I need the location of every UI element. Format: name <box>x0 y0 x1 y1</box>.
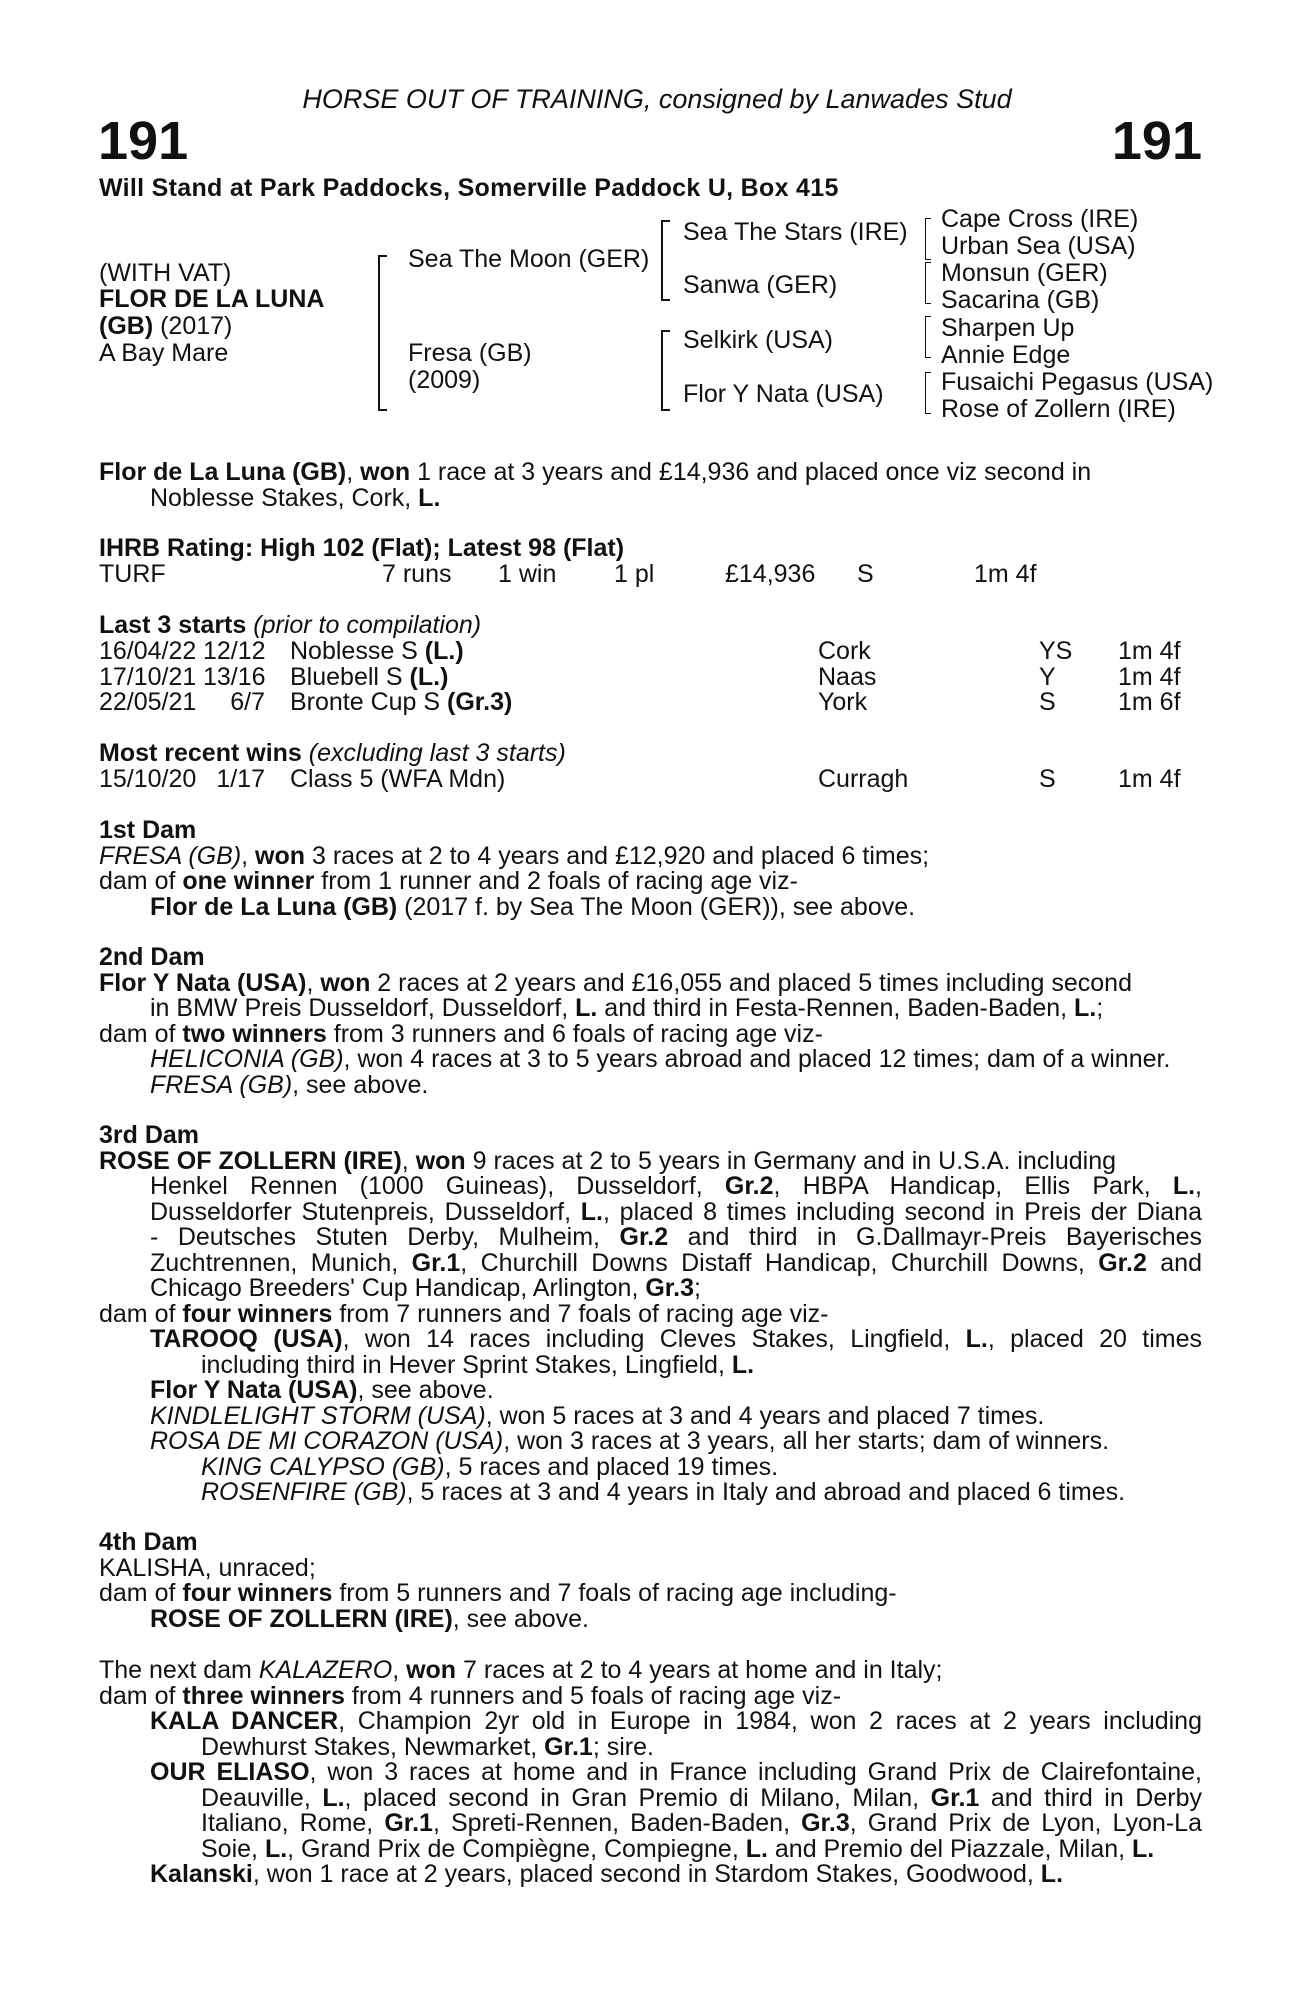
horse-name: FLOR DE LA LUNA <box>99 285 325 313</box>
pedigree-granddam-2: Flor Y Nata (USA) <box>683 380 884 408</box>
race-grade: Gr.1 <box>384 1809 433 1837</box>
last-starts-title: Last 3 starts <box>99 611 247 639</box>
text: from 5 runners and 7 foals of racing age including- <box>332 1579 897 1607</box>
text: ; <box>694 1274 701 1302</box>
race-grade: Gr.2 <box>1098 1248 1147 1277</box>
produce-record: , won 14 races including Cleves Stakes, Lingfield, <box>342 1325 966 1353</box>
lot-number-right: 191 <box>1111 111 1202 171</box>
first-dam-record: 3 races at 2 to 4 years and £12,920 and placed 6 times; <box>305 841 930 870</box>
text: in BMW Preis Dusseldorf, Dusseldorf, <box>150 994 576 1022</box>
produce-name: Flor de La Luna (GB) <box>150 892 398 921</box>
text: Zuchtrennen, Munich, <box>150 1248 412 1277</box>
pedigree-brace-g1 <box>925 218 931 260</box>
pedigree-dam: Fresa (GB) <box>408 339 532 367</box>
race-grade: Gr.3 <box>801 1809 850 1837</box>
produce-name: Flor Y Nata (USA) <box>150 1376 358 1404</box>
text: , placed 8 times including second in Preis der Diana <box>603 1197 1202 1226</box>
start-race-name: Bluebell S <box>290 663 410 691</box>
horse-origin: (GB) <box>99 312 154 340</box>
produce-record: , 5 races and placed 19 times. <box>444 1452 779 1481</box>
produce-name: TAROOQ (USA) <box>150 1325 343 1353</box>
last-starts-heading <box>99 613 481 639</box>
pedigree-brace-g2 <box>925 262 931 304</box>
produce-record: , see above. <box>292 1070 429 1099</box>
text: , placed second in Gran Premio di Milano, Milan, <box>344 1783 931 1812</box>
pedigree-ggs-1: Cape Cross (IRE) <box>941 205 1139 233</box>
produce-name: ROSA DE MI CORAZON (USA) <box>150 1427 504 1455</box>
produce-record: , won 4 races at 3 to 5 years abroad and placed 12 times; dam of a winner. <box>343 1045 1171 1073</box>
win-position: 1/17 <box>216 765 265 793</box>
rating-earnings: £14,936 <box>725 560 816 588</box>
second-dam-section: 2nd Dam Flor Y Nata (USA), won 2 races at 2 years and £16,055 and placed 5 times including second in BMW Preis Dusseldorf, Dusseldorf, L. and third in Festa-Rennen, Baden-Baden, L.; dam of two winners from 3 runners and 6 foals of racing age viz- HELICONIA (GB), won 4 races at 3 to 5 years abroad and placed 12 times; dam of a winner. FRESA (GB), see above. <box>99 945 1202 1098</box>
produce-record: including third in Hever Sprint Stakes, Lingfield, <box>201 1350 732 1379</box>
start-course: York <box>818 688 868 716</box>
third-dam-section: 3rd Dam ROSE OF ZOLLERN (IRE), won 9 races at 2 to 5 years in Germany and in U.S.A. including Henkel Rennen (1000 Guineas), Dusseldorf, Gr.2, HBPA Handicap, Ellis Park, L., Dusseldorfer Stutenpreis, Dusseldorf, L., placed 8 times including second in Preis der Diana - Deutsches Stuten Derby, Mulheim, Gr.2 and third in G.Dallmayr-Preis Bayerisches Zuchtrennen, Munich, Gr.1, Churchill Downs Distaff Handicap, Churchill Downs, Gr.2 and Chicago Breeders' Cup Handicap, Arlington, Gr.3; dam of four winners from 7 runners and 7 foals of racing age viz- TAROOQ (USA), won 14 races including Cleves Stakes, Lingfield, L., placed 20 times including third in Hever Sprint Stakes, Lingfield, L. Flor Y Nata (USA), see above. KINDLELIGHT STORM (USA), won 5 races at 3 and 4 years and placed 7 times. ROSA DE MI CORAZON (USA), won 3 races at 3 years, all her starts; dam of winners. KING CALYPSO (GB), 5 races and placed 19 times. ROSENFIRE (GB), 5 races at 3 and 4 years in Italy and abroad and placed 6 times. <box>99 1121 1203 1506</box>
first-dam-name: FRESA (GB) <box>99 841 242 870</box>
next-dam-name: KALAZERO <box>258 1656 393 1684</box>
won-label: won <box>320 968 371 997</box>
start-course: Cork <box>818 637 871 665</box>
last-starts-note: (prior to compilation) <box>253 611 482 639</box>
text: Soie, <box>201 1834 265 1863</box>
text: Dusseldorfer Stutenpreis, Dusseldorf, <box>150 1197 581 1226</box>
text: , Grand Prix de Compiègne, Compiegne, <box>287 1834 746 1863</box>
produce-name: KING CALYPSO (GB) <box>201 1452 445 1481</box>
produce-record: , placed 20 times <box>987 1325 1203 1353</box>
pedigree-brace-sire <box>661 220 670 301</box>
horse-year: (2017) <box>160 312 233 340</box>
start-date: 17/10/21 <box>99 663 197 691</box>
race-grade: Gr.1 <box>544 1732 593 1761</box>
start-race-grade: (Gr.3) <box>447 688 513 716</box>
start-distance: 1m 4f <box>1118 663 1181 691</box>
text: from 7 runners and 7 foals of racing age viz- <box>332 1299 829 1328</box>
fourth-dam-title: 4th Dam <box>99 1528 198 1556</box>
race-grade: Gr.1 <box>930 1783 980 1812</box>
third-dam-title: 3rd Dam <box>99 1121 200 1149</box>
lot-number-left: 191 <box>98 111 189 171</box>
third-dam-record: 9 races at 2 to 5 years in Germany and in U.S.A. including <box>465 1146 1117 1175</box>
horse-description: A Bay Mare <box>99 339 229 367</box>
winners-count: four winners <box>182 1579 333 1607</box>
next-dam-section <box>99 1658 1202 1888</box>
pedigree-grandsire-2: Selkirk (USA) <box>683 326 834 354</box>
produce-name: ROSENFIRE (GB) <box>201 1478 407 1506</box>
winners-count: two winners <box>182 1019 327 1048</box>
win-course: Curragh <box>818 765 909 793</box>
produce-name: OUR ELIASO <box>150 1758 310 1786</box>
text: , <box>1195 1172 1202 1200</box>
rating-distance: 1m 4f <box>974 560 1037 588</box>
summary-text-2: Noblesse Stakes, Cork, <box>150 483 419 512</box>
rating-title: IHRB Rating: High 102 (Flat); Latest 98 (Flat) <box>99 534 625 562</box>
race-grade: L. <box>1040 1860 1064 1888</box>
pedigree-granddam-1: Sanwa (GER) <box>683 271 838 299</box>
third-dam-name: ROSE OF ZOLLERN (IRE) <box>99 1146 402 1175</box>
start-race-name: Noblesse S <box>290 637 425 665</box>
produce-record: , won 3 races at 3 years, all her starts; dam of winners. <box>503 1427 1110 1455</box>
produce-name: HELICONIA (GB) <box>150 1045 344 1073</box>
text: dam of <box>99 1019 183 1048</box>
text: ; <box>1096 994 1104 1022</box>
text: Henkel Rennen (1000 Guineas), Dusseldorf, <box>150 1172 725 1200</box>
pedigree-brace-g4 <box>925 372 931 414</box>
win-going: S <box>1039 765 1056 793</box>
win-date: 15/10/20 <box>99 765 197 793</box>
text: from 4 runners and 5 foals of racing age viz- <box>344 1681 842 1710</box>
win-distance: 1m 4f <box>1118 765 1181 793</box>
recent-wins-title: Most recent wins <box>99 739 302 767</box>
pedigree-ggs-5: Sharpen Up <box>941 314 1075 342</box>
text: and <box>1146 1248 1202 1277</box>
pedigree-ggs-2: Urban Sea (USA) <box>941 232 1136 260</box>
start-distance: 1m 4f <box>1118 637 1181 665</box>
text: ; sire. <box>592 1732 654 1761</box>
race-grade: L. <box>575 994 598 1022</box>
race-grade: L. <box>1074 994 1097 1022</box>
text: , Grand Prix de Lyon, Lyon-La <box>849 1809 1202 1837</box>
text: and third in Derby <box>979 1783 1202 1812</box>
second-dam-name: Flor Y Nata (USA) <box>99 968 307 997</box>
first-dam-section: 1st Dam FRESA (GB), won 3 races at 2 to 4 years and £12,920 and placed 6 times; dam of one winner from 1 runner and 2 foals of racing age viz- Flor de La Luna (GB) (2017 f. by Sea The Moon (GER)), see above. <box>99 818 1202 920</box>
text: Deauville, <box>201 1783 323 1812</box>
start-date: 22/05/21 <box>99 688 197 716</box>
race-grade: Gr.2 <box>619 1223 669 1251</box>
race-grade: L. <box>580 1197 603 1226</box>
produce-record: , 5 races at 3 and 4 years in Italy and abroad and placed 6 times. <box>406 1478 1126 1506</box>
text: from 1 runner and 2 foals of racing age viz- <box>314 867 798 895</box>
rating-places: 1 pl <box>614 560 655 588</box>
race-grade: L. <box>1132 1834 1155 1863</box>
text: , <box>392 1656 407 1684</box>
text: - Deutsches Stuten Derby, Mulheim, <box>150 1223 620 1251</box>
summary-text: 1 race at 3 years and £14,936 and placed once viz second in <box>410 458 1092 486</box>
text: dam of <box>99 1579 183 1607</box>
pedigree-brace-main <box>378 255 387 411</box>
start-position: 13/16 <box>203 663 266 691</box>
pedigree-sire: Sea The Moon (GER) <box>408 245 650 273</box>
race-grade: L. <box>965 1325 988 1353</box>
start-race <box>290 665 448 691</box>
summary-grade: L. <box>418 483 441 512</box>
first-dam-title: 1st Dam <box>99 816 197 844</box>
text: , Spreti-Rennen, Baden-Baden, <box>432 1809 802 1837</box>
text: and Premio del Piazzale, Milan, <box>767 1834 1133 1863</box>
start-race <box>290 690 512 716</box>
win-race: Class 5 (WFA Mdn) <box>290 765 506 793</box>
rating-going: S <box>857 560 874 588</box>
race-grade: L. <box>322 1783 345 1812</box>
start-race-grade: (L.) <box>424 637 464 665</box>
summary-name: Flor de La Luna (GB) <box>99 458 347 486</box>
second-dam-title: 2nd Dam <box>99 943 205 971</box>
produce-name: KALA DANCER <box>150 1707 339 1735</box>
pedigree-ggs-6: Annie Edge <box>941 341 1071 369</box>
stand-location: Will Stand at Park Paddocks, Somerville Paddock U, Box 415 <box>99 174 839 202</box>
pedigree-ggs-7: Fusaichi Pegasus (USA) <box>941 368 1214 396</box>
produce-record: (2017 f. by Sea The Moon (GER)), see above. <box>397 892 916 921</box>
produce-name: Kalanski <box>150 1860 253 1888</box>
produce-record: , Champion 2yr old in Europe in 1984, won 2 races at 2 years including <box>338 1707 1202 1735</box>
horse-origin-year <box>99 314 232 340</box>
text: from 3 runners and 6 foals of racing age viz- <box>326 1019 823 1048</box>
produce-record: , won 3 races at home and in France including Grand Prix de Clairefontaine, <box>309 1758 1202 1786</box>
winners-count: three winners <box>182 1681 345 1710</box>
race-grade: Gr.1 <box>411 1248 461 1277</box>
pedigree-ggs-4: Sacarina (GB) <box>941 286 1100 314</box>
pedigree-ggs-3: Monsun (GER) <box>941 259 1108 287</box>
recent-wins-note: (excluding last 3 starts) <box>308 739 566 767</box>
race-grade: L. <box>745 1834 768 1863</box>
start-race-grade: (L.) <box>409 663 449 691</box>
fourth-dam-section <box>99 1530 1202 1632</box>
text: dam of <box>99 1681 183 1710</box>
race-grade: L. <box>264 1834 288 1863</box>
produce-record: , see above. <box>357 1376 494 1404</box>
start-date: 16/04/22 <box>99 637 197 665</box>
won-label: won <box>255 841 306 870</box>
produce-record: , won 5 races at 3 and 4 years and placed 7 times. <box>485 1401 1045 1430</box>
text: dam of <box>99 1299 183 1328</box>
text: Dewhurst Stakes, Newmarket, <box>201 1732 545 1761</box>
text: Italiano, Rome, <box>201 1809 385 1837</box>
second-dam-record: 2 races at 2 years and £16,055 and placed 5 times including second <box>370 968 1132 997</box>
produce-name: FRESA (GB) <box>150 1070 293 1099</box>
pedigree-brace-g3 <box>925 316 931 358</box>
produce-record: , won 1 race at 2 years, placed second in Stardom Stakes, Goodwood, <box>252 1860 1041 1888</box>
pedigree-brace-dam <box>661 330 670 411</box>
won-label: won <box>415 1146 466 1175</box>
winners-count: four winners <box>182 1299 333 1328</box>
start-going: YS <box>1039 637 1073 665</box>
race-grade: L. <box>731 1350 755 1379</box>
text: , Churchill Downs Distaff Handicap, Churchill Downs, <box>460 1248 1099 1277</box>
text: Chicago Breeders' Cup Handicap, Arlington, <box>150 1274 646 1302</box>
fourth-dam-name: KALISHA, unraced; <box>99 1553 316 1582</box>
start-going: Y <box>1039 663 1056 691</box>
consignment-line: HORSE OUT OF TRAINING, consigned by Lanwades Stud <box>302 84 1012 114</box>
start-position: 6/7 <box>230 688 265 716</box>
rating-surface: TURF <box>99 560 166 588</box>
won-label: won <box>406 1656 457 1684</box>
text: dam of <box>99 867 183 895</box>
pedigree-ggs-8: Rose of Zollern (IRE) <box>941 395 1176 423</box>
race-summary: Flor de La Luna (GB), won 1 race at 3 years and £14,936 and placed once viz second in Noblesse Stakes, Cork, L. <box>99 458 1092 512</box>
produce-record: , see above. <box>452 1604 589 1633</box>
recent-wins-heading <box>99 741 566 767</box>
start-distance: 1m 6f <box>1118 688 1181 716</box>
race-grade: L. <box>1172 1172 1196 1200</box>
rating-runs: 7 runs <box>382 560 452 588</box>
text: 7 races at 2 to 4 years at home and in Italy; <box>456 1656 943 1684</box>
start-course: Naas <box>818 663 877 691</box>
text: and third in Festa-Rennen, Baden-Baden, <box>597 994 1075 1022</box>
produce-name: ROSE OF ZOLLERN (IRE) <box>150 1604 453 1633</box>
text: , HBPA Handicap, Ellis Park, <box>773 1172 1173 1200</box>
summary-won: won <box>360 458 411 486</box>
vat-note: (WITH VAT) <box>99 259 232 287</box>
rating-wins: 1 win <box>498 560 557 588</box>
start-race-name: Bronte Cup S <box>290 688 448 716</box>
winners-count: one winner <box>182 867 315 895</box>
pedigree-grandsire-1: Sea The Stars (IRE) <box>683 218 908 246</box>
pedigree-dam-year: (2009) <box>408 366 481 394</box>
text: and third in G.Dallmayr-Preis Bayerisches <box>668 1223 1203 1251</box>
race-grade: Gr.2 <box>724 1172 774 1200</box>
produce-name: KINDLELIGHT STORM (USA) <box>150 1401 486 1430</box>
text: The next dam <box>99 1656 259 1684</box>
race-grade: Gr.3 <box>645 1274 694 1302</box>
start-going: S <box>1039 688 1056 716</box>
start-race <box>290 639 464 665</box>
start-position: 12/12 <box>203 637 266 665</box>
